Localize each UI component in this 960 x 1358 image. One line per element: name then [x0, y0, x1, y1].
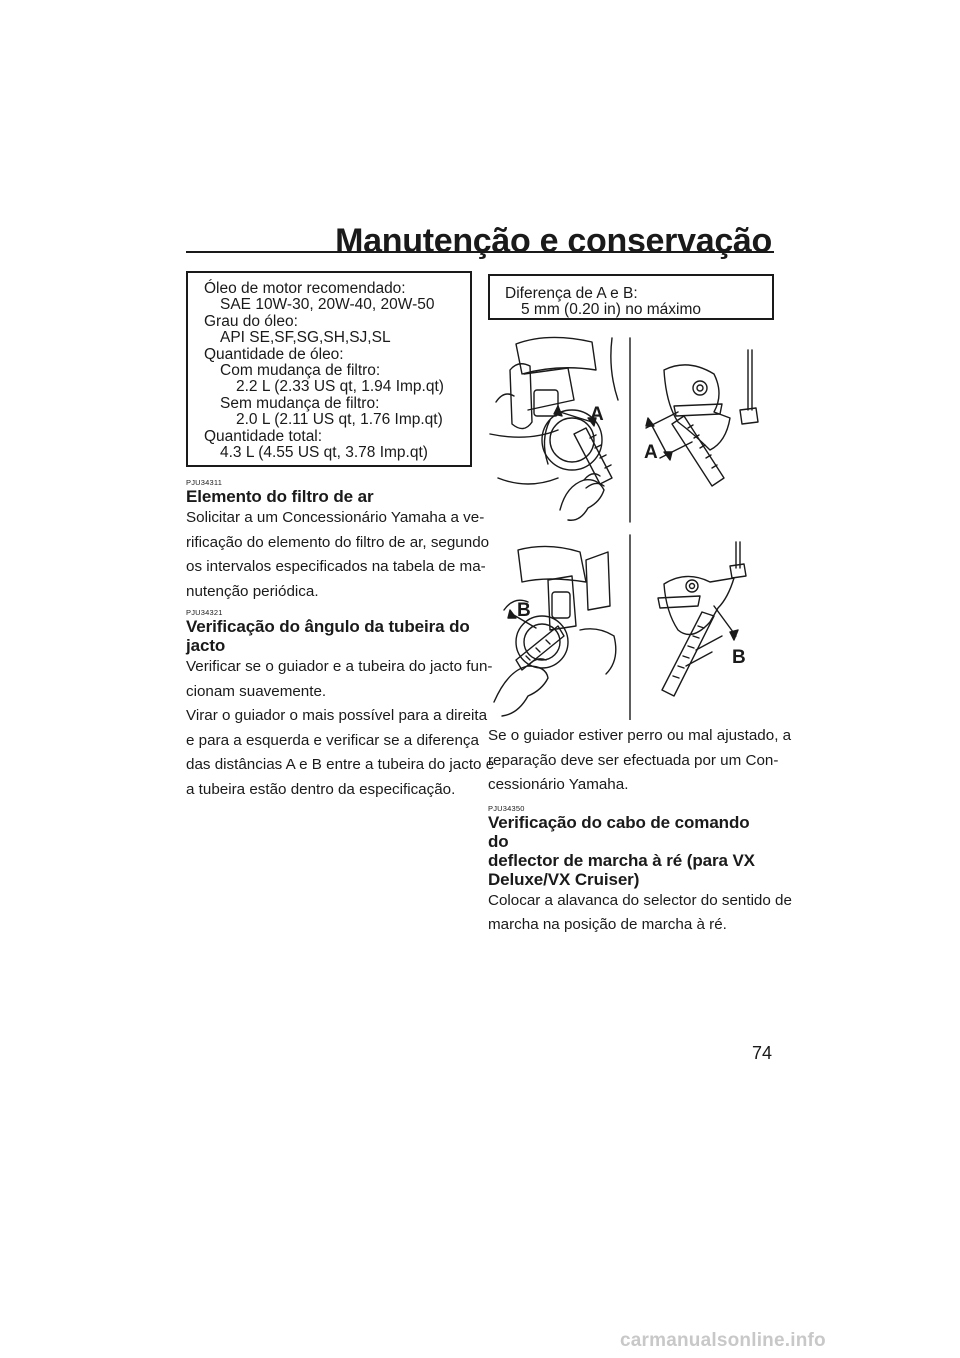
spec-line: Quantidade total:: [204, 427, 323, 445]
label-a: A: [590, 404, 604, 425]
text-line: rificação do elemento do filtro de ar, segundo: [186, 533, 490, 551]
heading-line: Verificação do ângulo da tubeira do: [186, 617, 470, 636]
right-column: [488, 724, 792, 938]
oil-spec-box: [186, 271, 472, 467]
difference-spec-box: [488, 274, 774, 320]
jet-nozzle-paragraph-2: [186, 704, 495, 802]
section-heading-reverse-cable: [488, 813, 774, 889]
label-b: B: [732, 647, 746, 668]
text-line: cionam suavemente.: [186, 682, 327, 700]
text-line: das distâncias A e B entre a tubeira do jacto e: [186, 756, 495, 773]
jet-nozzle-paragraph-1: [186, 655, 493, 704]
spec-line: API SE,SF,SG,SH,SJ,SL: [220, 329, 391, 347]
text-line: e para a esquerda e verificar se a diferença: [186, 731, 479, 749]
heading-line: jacto: [186, 636, 226, 655]
text-line: Verificar se o guiador e a tubeira do jacto fun-: [186, 658, 493, 675]
text-line: nutenção periódica.: [186, 582, 319, 600]
spec-line: 2.0 L (2.11 US qt, 1.76 Imp.qt): [236, 411, 443, 429]
measurement-diagram: [488, 330, 774, 720]
heading-line: Verificação do cabo de comando do: [488, 812, 750, 851]
spec-line: Com mudança de filtro:: [220, 362, 381, 380]
watermark: carmanualsonline.info: [620, 1330, 826, 1351]
steering-note-paragraph: [488, 724, 792, 798]
text-line: reparação deve ser efectuada por um Con-: [488, 751, 779, 769]
spec-line: Sem mudança de filtro:: [220, 394, 380, 412]
section-code: PJU34350: [488, 803, 525, 813]
label-b: B: [517, 600, 531, 621]
section-heading-air-filter: Elemento do filtro de ar: [186, 487, 374, 506]
text-line: Colocar a alavanca do selector do sentido de: [488, 891, 792, 909]
reverse-cable-paragraph: [488, 889, 792, 938]
heading-line: deflector de marcha à ré (para VX: [488, 850, 755, 870]
spec-line: 4.3 L (4.55 US qt, 3.78 Imp.qt): [220, 444, 428, 462]
page-title: Manutenção e conservação: [335, 222, 772, 260]
text-line: Solicitar a um Concessionário Yamaha a ve-: [186, 509, 485, 526]
spec-line: Óleo de motor recomendado:: [204, 280, 406, 297]
label-a: A: [644, 442, 658, 463]
spec-line: 2.2 L (2.33 US qt, 1.94 Imp.qt): [236, 378, 444, 396]
spec-line: Diferença de A e B:: [505, 285, 638, 302]
nozzle-measurement-b-left: [494, 546, 616, 716]
nozzle-measurement-a-right: [646, 350, 758, 486]
nozzle-measurement-a-left: [490, 337, 618, 520]
spec-line: Quantidade de óleo:: [204, 345, 344, 363]
spec-line: SAE 10W-30, 20W-40, 20W-50: [220, 296, 435, 314]
text-line: cessionário Yamaha.: [488, 776, 629, 793]
text-line: marcha na posição de marcha à ré.: [488, 916, 727, 933]
left-column: [186, 478, 495, 802]
section-code: PJU34311: [186, 478, 223, 487]
spec-line: 5 mm (0.20 in) no máximo: [521, 301, 702, 319]
text-line: os intervalos especificados na tabela de ma-: [186, 558, 486, 575]
header-divider: [186, 251, 774, 253]
page-number: 74: [751, 1043, 772, 1063]
heading-line: Deluxe/VX Cruiser): [488, 869, 640, 889]
spec-line: Grau do óleo:: [204, 312, 298, 330]
air-filter-paragraph: [186, 506, 490, 604]
text-line: a tubeira estão dentro da especificação.: [186, 780, 456, 798]
text-line: Se o guiador estiver perro ou mal ajustado, a: [488, 727, 792, 744]
jet-nozzle-angle-illustration: [488, 330, 774, 720]
section-heading-jet-nozzle: [186, 617, 472, 655]
text-line: Virar o guiador o mais possível para a direita: [186, 707, 488, 724]
section-code: PJU34321: [186, 608, 223, 617]
nozzle-measurement-b-right: [658, 542, 746, 696]
